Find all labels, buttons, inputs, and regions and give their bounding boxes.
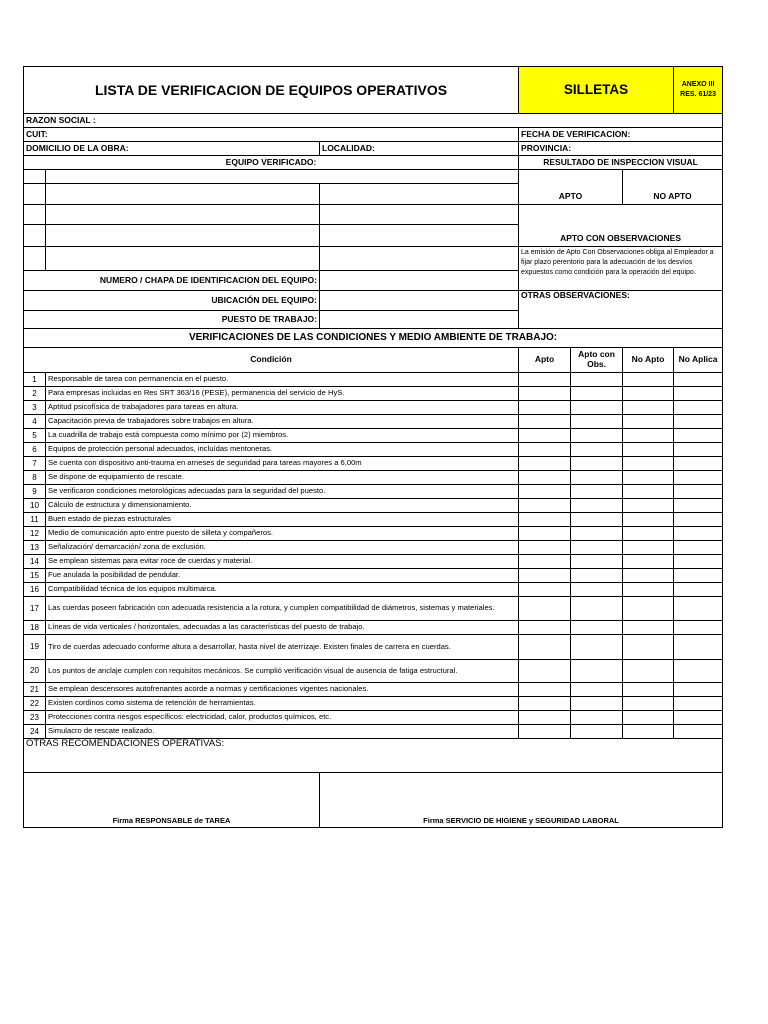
no-aplica-checkbox-cell[interactable] bbox=[674, 527, 723, 541]
ubicacion-value[interactable] bbox=[320, 291, 519, 311]
checklist-item-number: 23 bbox=[24, 711, 46, 725]
col-condicion-header: Condición bbox=[24, 348, 519, 373]
apto-checkbox-cell[interactable] bbox=[519, 635, 571, 660]
checklist-row bbox=[24, 725, 723, 739]
checklist-row bbox=[24, 401, 723, 415]
checklist-item-condition: Buen estado de piezas estructurales bbox=[46, 513, 519, 527]
apto-obs-checkbox-cell[interactable] bbox=[571, 697, 623, 711]
checklist-row bbox=[24, 555, 723, 569]
checklist-row bbox=[24, 683, 723, 697]
checklist-item-condition: Se cuenta con dispositivo anti-trauma en arneses de seguridad para tareas mayores a 6,00m bbox=[46, 457, 519, 471]
puesto-label: PUESTO DE TRABAJO: bbox=[24, 311, 320, 329]
checklist-row bbox=[24, 583, 723, 597]
checklist-item-number: 13 bbox=[24, 541, 46, 555]
apto-checkbox-cell[interactable] bbox=[519, 725, 571, 739]
checklist-row bbox=[24, 485, 723, 499]
checklist-item-condition: Medio de comunicación apto entre puesto de silleta y compañeros. bbox=[46, 527, 519, 541]
apto-obs-checkbox-cell[interactable] bbox=[571, 527, 623, 541]
no-apto-checkbox-cell[interactable] bbox=[623, 583, 674, 597]
checklist-item-number: 18 bbox=[24, 621, 46, 635]
apto-checkbox-cell[interactable] bbox=[519, 697, 571, 711]
equipo-cell[interactable] bbox=[320, 247, 519, 271]
equipo-num-cell[interactable] bbox=[24, 184, 46, 205]
equipo-cell[interactable] bbox=[46, 205, 320, 225]
checklist-item-condition: Los puntos de anclaje cumplen con requisitos mecánicos. Se cumplió verificación visual de ausencia de fatiga estructural. bbox=[46, 660, 519, 683]
no-apto-checkbox-cell[interactable] bbox=[623, 443, 674, 457]
checklist-row bbox=[24, 429, 723, 443]
annex-line: ANEXO III bbox=[681, 81, 715, 89]
no-aplica-checkbox-cell[interactable] bbox=[674, 697, 723, 711]
no-apto-checkbox-cell[interactable] bbox=[623, 387, 674, 401]
apto-checkbox-cell[interactable] bbox=[519, 597, 571, 621]
checklist-item-condition: Existen cordinos como sistema de retención de herramientas. bbox=[46, 697, 519, 711]
col-apto-obs-header: Apto con Obs. bbox=[571, 348, 623, 373]
apto-checkbox-cell[interactable] bbox=[519, 457, 571, 471]
no-apto-checkbox-cell[interactable] bbox=[623, 457, 674, 471]
no-aplica-checkbox-cell[interactable] bbox=[674, 485, 723, 499]
equipo-num-cell[interactable] bbox=[24, 170, 46, 184]
resultado-inspeccion-header: RESULTADO DE INSPECCION VISUAL bbox=[519, 156, 723, 170]
no-apto-result[interactable]: NO APTO bbox=[623, 170, 723, 205]
apto-checkbox-cell[interactable] bbox=[519, 471, 571, 485]
apto-checkbox-cell[interactable] bbox=[519, 499, 571, 513]
no-aplica-checkbox-cell[interactable] bbox=[674, 429, 723, 443]
checklist-row bbox=[24, 569, 723, 583]
checklist-item-condition: Protecciones contra riesgos específicos: electricidad, calor, productos químicos, etc. bbox=[46, 711, 519, 725]
apto-obs-checkbox-cell[interactable] bbox=[571, 725, 623, 739]
checklist-row bbox=[24, 541, 723, 555]
checklist-item-number: 19 bbox=[24, 635, 46, 660]
checklist-item-condition: Tiro de cuerdas adecuado conforme altura a desarrollar, hasta nivel de aterrizaje. Existen finales de carrera en cuerdas. bbox=[46, 635, 519, 660]
checklist-item-condition: Se dispone de equipamiento de rescate. bbox=[46, 471, 519, 485]
form-title: LISTA DE VERIFICACION DE EQUIPOS OPERATIVOS bbox=[24, 67, 519, 114]
equipo-cell[interactable] bbox=[46, 170, 519, 184]
equipo-verificado-header: EQUIPO VERIFICADO: bbox=[24, 156, 519, 170]
apto-checkbox-cell[interactable] bbox=[519, 660, 571, 683]
apto-checkbox-cell[interactable] bbox=[519, 583, 571, 597]
apto-checkbox-cell[interactable] bbox=[519, 485, 571, 499]
checklist-item-condition: Equipos de protección personal adecuados, incluídas mentoneras. bbox=[46, 443, 519, 457]
no-aplica-checkbox-cell[interactable] bbox=[674, 683, 723, 697]
checklist-row bbox=[24, 697, 723, 711]
no-apto-checkbox-cell[interactable] bbox=[623, 660, 674, 683]
apto-checkbox-cell[interactable] bbox=[519, 569, 571, 583]
no-apto-checkbox-cell[interactable] bbox=[623, 373, 674, 387]
provincia-field[interactable]: PROVINCIA: bbox=[519, 142, 723, 156]
apto-checkbox-cell[interactable] bbox=[519, 443, 571, 457]
apto-obs-checkbox-cell[interactable] bbox=[571, 429, 623, 443]
apto-obs-checkbox-cell[interactable] bbox=[571, 485, 623, 499]
checklist-item-condition: Se emplean descensores autofrenantes acorde a normas y certificaciones vigentes nacionales. bbox=[46, 683, 519, 697]
localidad-field[interactable]: LOCALIDAD: bbox=[320, 142, 519, 156]
no-apto-checkbox-cell[interactable] bbox=[623, 415, 674, 429]
no-apto-checkbox-cell[interactable] bbox=[623, 683, 674, 697]
no-apto-checkbox-cell[interactable] bbox=[623, 725, 674, 739]
checklist-item-condition: Compatibilidad técnica de los equipos multimarca. bbox=[46, 583, 519, 597]
equipo-num-cell[interactable] bbox=[24, 247, 46, 271]
equipo-cell[interactable] bbox=[46, 247, 320, 271]
cuit-field[interactable]: CUIT: bbox=[24, 128, 519, 142]
checklist-row bbox=[24, 711, 723, 725]
checklist-item-number: 11 bbox=[24, 513, 46, 527]
no-apto-checkbox-cell[interactable] bbox=[623, 485, 674, 499]
checklist-row bbox=[24, 457, 723, 471]
no-aplica-checkbox-cell[interactable] bbox=[674, 541, 723, 555]
col-no-aplica-header: No Aplica bbox=[674, 348, 723, 373]
no-apto-checkbox-cell[interactable] bbox=[623, 513, 674, 527]
apto-obs-checkbox-cell[interactable] bbox=[571, 513, 623, 527]
apto-checkbox-cell[interactable] bbox=[519, 513, 571, 527]
apto-checkbox-cell[interactable] bbox=[519, 527, 571, 541]
no-apto-checkbox-cell[interactable] bbox=[623, 569, 674, 583]
no-apto-checkbox-cell[interactable] bbox=[623, 597, 674, 621]
verification-form bbox=[23, 66, 722, 828]
apto-obs-checkbox-cell[interactable] bbox=[571, 683, 623, 697]
checklist-item-number: 6 bbox=[24, 443, 46, 457]
checklist-item-number: 3 bbox=[24, 401, 46, 415]
checklist-item-number: 16 bbox=[24, 583, 46, 597]
no-aplica-checkbox-cell[interactable] bbox=[674, 635, 723, 660]
checklist-item-number: 10 bbox=[24, 499, 46, 513]
checklist-row bbox=[24, 373, 723, 387]
checklist-item-condition: Para empresas incluidas en Res SRT 363/16 (PESE), permanencia del servicio de HyS. bbox=[46, 387, 519, 401]
checklist-row bbox=[24, 443, 723, 457]
apto-obs-note: La emisión de Apto Con Observaciones obliga al Empleador a fijar plazo perentorio para la adecuación de los desvíos expuestos como condición para la operación del equipo. bbox=[519, 247, 723, 291]
apto-checkbox-cell[interactable] bbox=[519, 711, 571, 725]
puesto-value[interactable] bbox=[320, 311, 519, 329]
otras-recomendaciones-field[interactable]: OTRAS RECOMENDACIONES OPERATIVAS: bbox=[24, 739, 723, 773]
no-aplica-checkbox-cell[interactable] bbox=[674, 387, 723, 401]
apto-obs-checkbox-cell[interactable] bbox=[571, 373, 623, 387]
apto-obs-checkbox-cell[interactable] bbox=[571, 457, 623, 471]
no-aplica-checkbox-cell[interactable] bbox=[674, 513, 723, 527]
no-aplica-checkbox-cell[interactable] bbox=[674, 401, 723, 415]
no-aplica-checkbox-cell[interactable] bbox=[674, 443, 723, 457]
apto-obs-checkbox-cell[interactable] bbox=[571, 415, 623, 429]
no-aplica-checkbox-cell[interactable] bbox=[674, 660, 723, 683]
no-apto-checkbox-cell[interactable] bbox=[623, 541, 674, 555]
no-apto-checkbox-cell[interactable] bbox=[623, 527, 674, 541]
apto-checkbox-cell[interactable] bbox=[519, 373, 571, 387]
no-aplica-checkbox-cell[interactable] bbox=[674, 373, 723, 387]
checklist-body bbox=[24, 373, 723, 739]
checklist-item-condition: Se emplean sistemas para evitar roce de cuerdas y material. bbox=[46, 555, 519, 569]
checklist-row bbox=[24, 527, 723, 541]
apto-result[interactable]: APTO bbox=[519, 170, 623, 205]
checklist-item-number: 22 bbox=[24, 697, 46, 711]
col-no-apto-header: No Apto bbox=[623, 348, 674, 373]
checklist-item-condition: Se verificaron condiciones metorológicas adecuadas para la seguridad del puesto. bbox=[46, 485, 519, 499]
checklist-item-number: 15 bbox=[24, 569, 46, 583]
checklist-section-title: VERIFICACIONES DE LAS CONDICIONES Y MEDIO AMBIENTE DE TRABAJO: bbox=[24, 329, 723, 348]
ubicacion-label: UBICACIÓN DEL EQUIPO: bbox=[24, 291, 320, 311]
apto-checkbox-cell[interactable] bbox=[519, 683, 571, 697]
apto-con-observaciones-result[interactable]: APTO CON OBSERVACIONES bbox=[519, 205, 723, 247]
checklist-item-number: 12 bbox=[24, 527, 46, 541]
numero-chapa-label: NUMERO / CHAPA DE IDENTIFICACION DEL EQUIPO: bbox=[24, 271, 320, 291]
checklist-item-number: 8 bbox=[24, 471, 46, 485]
annex-reference bbox=[674, 67, 723, 114]
domicilio-field[interactable]: DOMICILIO DE LA OBRA: bbox=[24, 142, 320, 156]
apto-obs-checkbox-cell[interactable] bbox=[571, 569, 623, 583]
checklist-item-condition: Las cuerdas poseen fabricación con adecuada resistencia a la rotura, y cumplen compatibilidad de diámetros, sistemas y materiales. bbox=[46, 597, 519, 621]
apto-checkbox-cell[interactable] bbox=[519, 621, 571, 635]
apto-obs-checkbox-cell[interactable] bbox=[571, 387, 623, 401]
apto-obs-checkbox-cell[interactable] bbox=[571, 621, 623, 635]
apto-checkbox-cell[interactable] bbox=[519, 555, 571, 569]
no-aplica-checkbox-cell[interactable] bbox=[674, 621, 723, 635]
no-aplica-checkbox-cell[interactable] bbox=[674, 711, 723, 725]
resolution-line: RES. 61/23 bbox=[680, 91, 716, 98]
equipo-num-cell[interactable] bbox=[24, 205, 46, 225]
checklist-row bbox=[24, 415, 723, 429]
equipo-cell[interactable] bbox=[320, 205, 519, 225]
no-aplica-checkbox-cell[interactable] bbox=[674, 597, 723, 621]
equipo-cell[interactable] bbox=[320, 225, 519, 247]
checklist-row bbox=[24, 597, 723, 621]
firma-hys-box[interactable]: Firma SERVICIO DE HIGIENE y SEGURIDAD LABORAL bbox=[320, 773, 723, 828]
no-aplica-checkbox-cell[interactable] bbox=[674, 583, 723, 597]
checklist-row bbox=[24, 513, 723, 527]
no-aplica-checkbox-cell[interactable] bbox=[674, 471, 723, 485]
checklist-item-condition: La cuadrilla de trabajo está compuesta como mínimo por (2) miembros. bbox=[46, 429, 519, 443]
apto-obs-checkbox-cell[interactable] bbox=[571, 443, 623, 457]
equipo-cell[interactable] bbox=[46, 225, 320, 247]
checklist-item-number: 4 bbox=[24, 415, 46, 429]
checklist-item-condition: Capacitación previa de trabajadores sobre trabajos en altura. bbox=[46, 415, 519, 429]
no-apto-checkbox-cell[interactable] bbox=[623, 621, 674, 635]
checklist-item-condition: Aptitud psicofísica de trabajadores para tareas en altura. bbox=[46, 401, 519, 415]
apto-checkbox-cell[interactable] bbox=[519, 541, 571, 555]
no-apto-checkbox-cell[interactable] bbox=[623, 401, 674, 415]
checklist-item-condition: Simulacro de rescate realizado. bbox=[46, 725, 519, 739]
checklist-item-condition: Responsable de tarea con permanencia en el puesto. bbox=[46, 373, 519, 387]
checklist-item-number: 7 bbox=[24, 457, 46, 471]
form-table bbox=[23, 66, 723, 828]
checklist-row bbox=[24, 387, 723, 401]
no-aplica-checkbox-cell[interactable] bbox=[674, 457, 723, 471]
apto-checkbox-cell[interactable] bbox=[519, 401, 571, 415]
no-aplica-checkbox-cell[interactable] bbox=[674, 555, 723, 569]
checklist-item-number: 14 bbox=[24, 555, 46, 569]
checklist-item-condition: Fue anulada la posibilidad de pendular. bbox=[46, 569, 519, 583]
apto-obs-checkbox-cell[interactable] bbox=[571, 541, 623, 555]
apto-checkbox-cell[interactable] bbox=[519, 387, 571, 401]
checklist-item-number: 1 bbox=[24, 373, 46, 387]
apto-obs-checkbox-cell[interactable] bbox=[571, 711, 623, 725]
no-aplica-checkbox-cell[interactable] bbox=[674, 415, 723, 429]
checklist-item-condition: Señalización/ demarcación/ zona de exclusión. bbox=[46, 541, 519, 555]
apto-obs-checkbox-cell[interactable] bbox=[571, 401, 623, 415]
razon-social-field[interactable]: RAZON SOCIAL : bbox=[24, 114, 723, 128]
numero-chapa-value[interactable] bbox=[320, 271, 519, 291]
checklist-item-number: 17 bbox=[24, 597, 46, 621]
apto-obs-checkbox-cell[interactable] bbox=[571, 660, 623, 683]
equipo-num-cell[interactable] bbox=[24, 225, 46, 247]
no-aplica-checkbox-cell[interactable] bbox=[674, 725, 723, 739]
apto-obs-checkbox-cell[interactable] bbox=[571, 597, 623, 621]
no-apto-checkbox-cell[interactable] bbox=[623, 429, 674, 443]
otras-observaciones-field[interactable]: OTRAS OBSERVACIONES: bbox=[519, 291, 723, 329]
apto-obs-checkbox-cell[interactable] bbox=[571, 499, 623, 513]
checklist-item-number: 9 bbox=[24, 485, 46, 499]
apto-obs-checkbox-cell[interactable] bbox=[571, 635, 623, 660]
apto-obs-checkbox-cell[interactable] bbox=[571, 471, 623, 485]
checklist-item-number: 20 bbox=[24, 660, 46, 683]
equipment-type-label: SILLETAS bbox=[519, 67, 674, 114]
firma-responsable-box[interactable]: Firma RESPONSABLE de TAREA bbox=[24, 773, 320, 828]
fecha-verificacion-field[interactable]: FECHA DE VERIFICACION: bbox=[519, 128, 723, 142]
no-aplica-checkbox-cell[interactable] bbox=[674, 499, 723, 513]
apto-obs-checkbox-cell[interactable] bbox=[571, 583, 623, 597]
apto-checkbox-cell[interactable] bbox=[519, 429, 571, 443]
no-apto-checkbox-cell[interactable] bbox=[623, 711, 674, 725]
checklist-item-number: 21 bbox=[24, 683, 46, 697]
checklist-row bbox=[24, 621, 723, 635]
checklist-item-number: 24 bbox=[24, 725, 46, 739]
col-apto-header: Apto bbox=[519, 348, 571, 373]
no-apto-checkbox-cell[interactable] bbox=[623, 471, 674, 485]
equipo-cell[interactable] bbox=[46, 184, 320, 205]
checklist-item-number: 5 bbox=[24, 429, 46, 443]
checklist-row bbox=[24, 499, 723, 513]
checklist-row bbox=[24, 635, 723, 660]
checklist-row bbox=[24, 660, 723, 683]
apto-obs-checkbox-cell[interactable] bbox=[571, 555, 623, 569]
checklist-row bbox=[24, 471, 723, 485]
no-apto-checkbox-cell[interactable] bbox=[623, 555, 674, 569]
no-apto-checkbox-cell[interactable] bbox=[623, 499, 674, 513]
checklist-item-condition: Cálculo de estructura y dimensionamiento. bbox=[46, 499, 519, 513]
no-apto-checkbox-cell[interactable] bbox=[623, 635, 674, 660]
no-aplica-checkbox-cell[interactable] bbox=[674, 569, 723, 583]
checklist-item-number: 2 bbox=[24, 387, 46, 401]
apto-checkbox-cell[interactable] bbox=[519, 415, 571, 429]
no-apto-checkbox-cell[interactable] bbox=[623, 697, 674, 711]
checklist-item-condition: Líneas de vida verticales / horizontales, adecuadas a las características del puesto de trabajo. bbox=[46, 621, 519, 635]
equipo-cell[interactable] bbox=[320, 184, 519, 205]
